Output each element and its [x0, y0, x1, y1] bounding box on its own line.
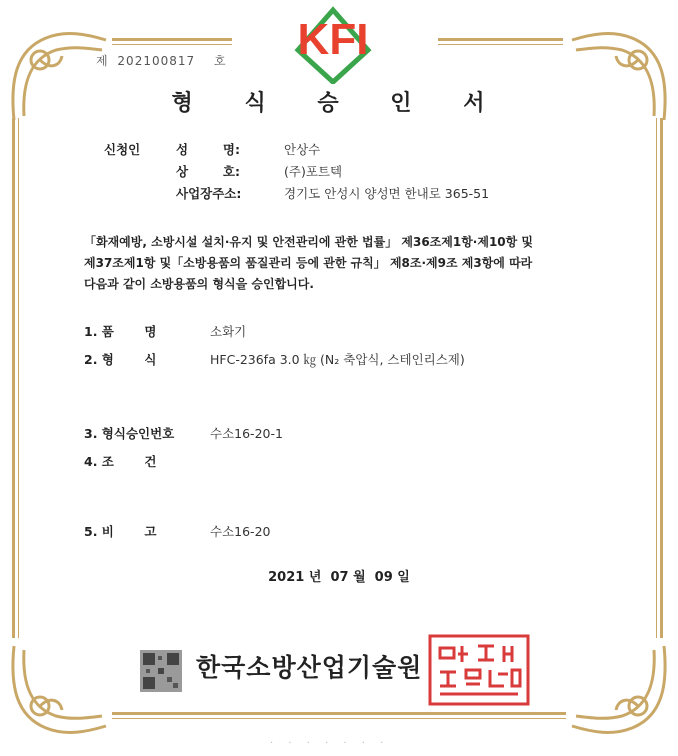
item-5-label: 5. 비 고: [84, 524, 157, 539]
border-left: [12, 118, 15, 638]
border-top-left-2: [112, 44, 232, 45]
border-top-left: [112, 38, 232, 41]
paragraph-line-2: 제37조제1항 및「소방용품의 품질관리 등에 관한 규칙」 제8조·제9조 제3항에 따라: [84, 256, 533, 270]
name-label: 성 명:: [176, 142, 240, 157]
doc-number-prefix: 제: [96, 54, 109, 68]
item-1-value: 소화기: [210, 324, 247, 339]
doc-number-suffix: 호: [213, 54, 227, 68]
corner-ornament-bottom-right: [562, 636, 672, 746]
logo-text: KFI: [297, 15, 369, 64]
border-right: [660, 118, 663, 638]
document-number: [96, 52, 227, 69]
company-label: 상 호:: [176, 164, 240, 179]
item-3-label: 3. 형식승인번호: [84, 426, 175, 441]
item-2-label: 2. 형 식: [84, 352, 157, 367]
paragraph-line-3: 다음과 같이 소방용품의 형식을 승인합니다.: [84, 277, 314, 291]
bottom-dots: · · · · · · ·: [270, 738, 390, 749]
address-label: 사업장주소:: [176, 186, 242, 201]
name-value: 안상수: [284, 142, 321, 157]
corner-ornament-bottom-left: [6, 636, 116, 746]
item-2-value: HFC-236fa 3.0 ㎏ (N₂ 축압식, 스테인리스제): [210, 352, 465, 367]
legal-paragraph: [84, 232, 604, 295]
paragraph-line-1: 「화재예방, 소방시설 설치·유지 및 안전관리에 관한 법률」 제36조제1항·제10항 및: [84, 235, 534, 249]
border-right-2: [656, 118, 657, 638]
issue-date: 2021 년 07 월 09 일: [268, 570, 410, 585]
border-top-right-2: [438, 44, 563, 45]
border-bottom: [112, 712, 566, 715]
qr-code-icon: [140, 650, 182, 692]
item-5-value: 수소16-20: [210, 524, 271, 539]
item-3-value: 수소16-20-1: [210, 426, 283, 441]
official-seal-stamp: [428, 634, 530, 706]
border-left-2: [18, 118, 19, 638]
border-bottom-2: [112, 718, 566, 719]
kfi-logo: [268, 4, 398, 84]
border-top-right: [438, 38, 563, 41]
applicant-section-label: 신청인: [104, 142, 141, 157]
item-1-label: 1. 품 명: [84, 324, 157, 339]
page-title: 형 식 승 인 서: [171, 91, 507, 116]
issuer-name: 한국소방산업기술원: [196, 653, 423, 682]
doc-number-value: 202100817: [117, 54, 196, 68]
item-4-label: 4. 조 건: [84, 454, 157, 469]
address-value: 경기도 안성시 양성면 한내로 365-51: [284, 186, 490, 201]
company-value: (주)포트텍: [284, 164, 343, 179]
